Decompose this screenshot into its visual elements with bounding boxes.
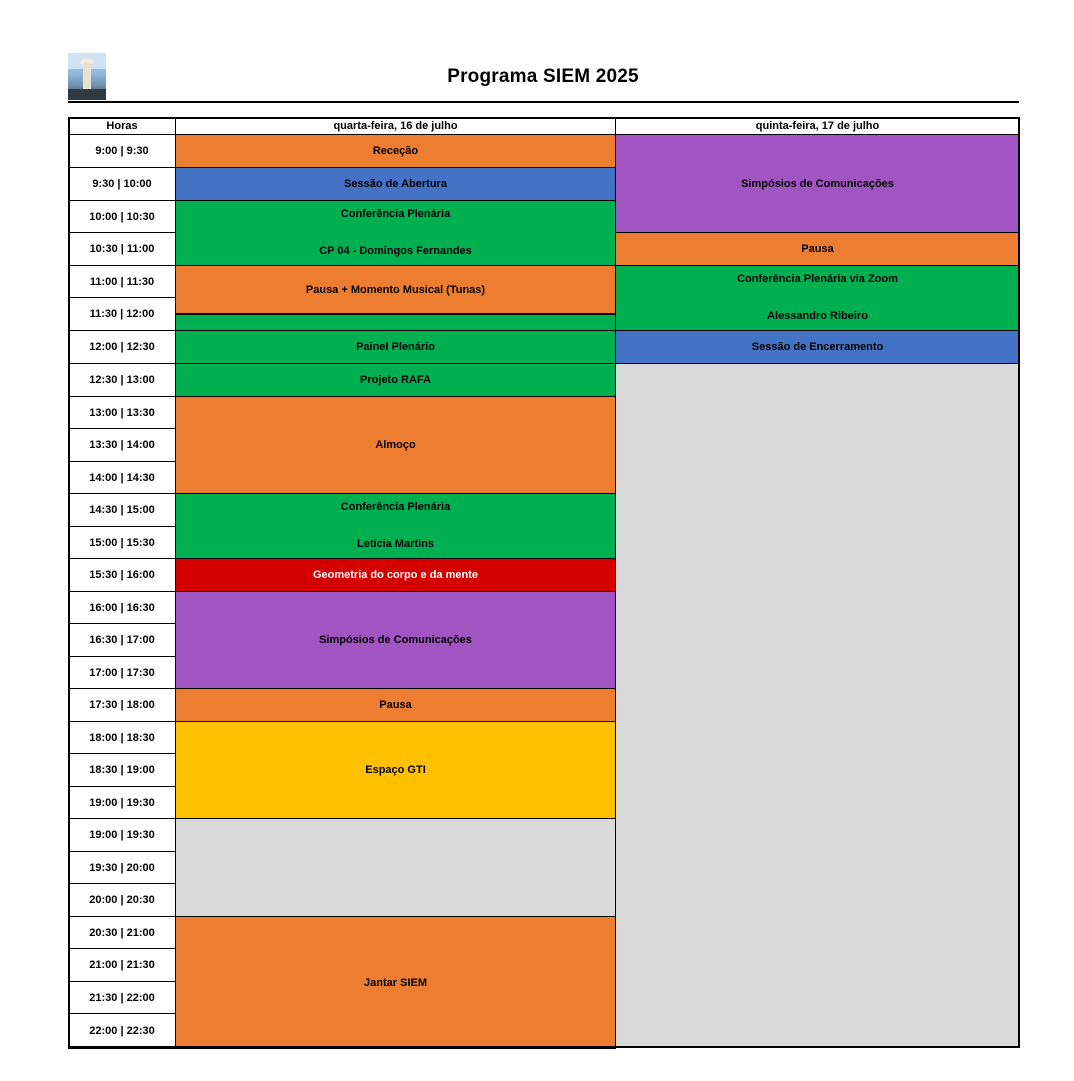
time-slot-cell: 10:30 | 11:00 (68, 232, 176, 266)
time-slot-cell: 17:30 | 18:00 (68, 688, 176, 722)
event-jantar-siem: Jantar SIEM (175, 916, 616, 1049)
time-slot-cell: 21:30 | 22:00 (68, 981, 176, 1014)
event-conferencia-leticia-speaker: Letícia Martins (356, 538, 435, 550)
event-espaco-gti: Espaço GTI (175, 721, 616, 819)
event-conferencia-domingos (175, 200, 616, 266)
time-slot-cell: 19:00 | 19:30 (68, 786, 176, 819)
time-slot-cell: 13:00 | 13:30 (68, 396, 176, 429)
time-slot-cell: 14:30 | 15:00 (68, 493, 176, 527)
event-sessao-abertura: Sessão de Abertura (175, 167, 616, 201)
time-slot-cell: 20:30 | 21:00 (68, 916, 176, 949)
time-slot-cell: 13:30 | 14:00 (68, 428, 176, 462)
time-slot-cell: 9:30 | 10:00 (68, 167, 176, 201)
time-slot-cell: 16:30 | 17:00 (68, 623, 176, 657)
time-slot-cell: 21:00 | 21:30 (68, 948, 176, 982)
time-slot-cell: 12:30 | 13:00 (68, 363, 176, 397)
event-geometria: Geometria do corpo e da mente (175, 558, 616, 592)
event-rececao: Receção (175, 134, 616, 168)
event-green-gap (175, 314, 616, 331)
event-conferencia-zoom-speaker: Alessandro Ribeiro (767, 310, 868, 322)
column-header-day1: quarta-feira, 16 de julho (175, 117, 616, 135)
time-slot-cell: 16:00 | 16:30 (68, 591, 176, 624)
time-slot-cell: 14:00 | 14:30 (68, 461, 176, 494)
empty-slot-day1 (175, 818, 616, 917)
title-divider (68, 101, 1019, 103)
time-slot-cell: 10:00 | 10:30 (68, 200, 176, 233)
event-conferencia-leticia-title: Conferência Plenária (340, 501, 451, 513)
time-slot-cell: 22:00 | 22:30 (68, 1013, 176, 1049)
time-slot-cell: 19:00 | 19:30 (68, 818, 176, 852)
event-simposios-day2: Simpósios de Comunicações (615, 134, 1020, 233)
event-conferencia-zoom (615, 265, 1020, 331)
event-almoco: Almoço (175, 396, 616, 494)
event-conferencia-domingos-speaker: CP 04 - Domingos Fernandes (319, 245, 472, 257)
event-projeto-rafa: Projeto RAFA (175, 363, 616, 397)
column-header-hours: Horas (68, 117, 176, 135)
event-pausa-tunas: Pausa + Momento Musical (Tunas) (175, 265, 616, 314)
event-simposios-day1: Simpósios de Comunicações (175, 591, 616, 689)
event-conferencia-leticia (175, 493, 616, 559)
event-pausa-day1: Pausa (175, 688, 616, 722)
time-slot-cell: 17:00 | 17:30 (68, 656, 176, 689)
time-slot-cell: 18:00 | 18:30 (68, 721, 176, 754)
empty-slot-day2 (615, 363, 1020, 1048)
event-conferencia-zoom-title: Conferência Plenária via Zoom (737, 273, 898, 285)
time-slot-cell: 9:00 | 9:30 (68, 134, 176, 168)
time-slot-cell: 19:30 | 20:00 (68, 851, 176, 884)
event-conferencia-domingos-title: Conferência Plenária (340, 208, 451, 220)
time-slot-cell: 20:00 | 20:30 (68, 883, 176, 917)
time-slot-cell: 12:00 | 12:30 (68, 330, 176, 364)
page-title: Programa SIEM 2025 (447, 66, 639, 87)
event-sessao-encerramento: Sessão de Encerramento (615, 330, 1020, 364)
time-slot-cell: 11:30 | 12:00 (68, 297, 176, 331)
time-slot-cell: 11:00 | 11:30 (68, 265, 176, 298)
event-painel-plenario: Painel Plenário (175, 330, 616, 364)
column-header-day2: quinta-feira, 17 de julho (615, 117, 1020, 135)
time-slot-cell: 15:00 | 15:30 (68, 526, 176, 559)
event-pausa-day2: Pausa (615, 232, 1020, 266)
time-slot-cell: 18:30 | 19:00 (68, 753, 176, 787)
time-slot-cell: 15:30 | 16:00 (68, 558, 176, 592)
